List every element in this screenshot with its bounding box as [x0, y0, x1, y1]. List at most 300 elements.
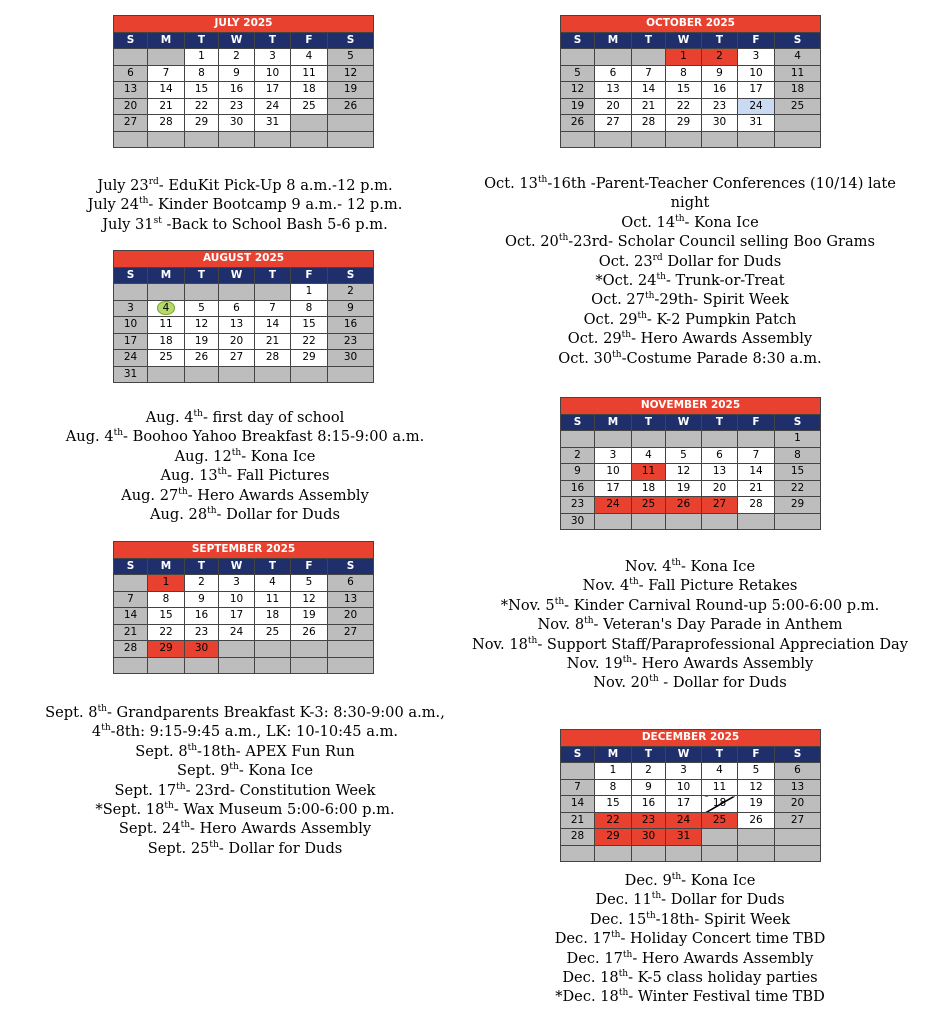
day-cell: 7 — [738, 447, 775, 464]
day-cell: 7 — [561, 779, 595, 796]
day-cell: 13 — [114, 82, 148, 99]
weekday-header: M — [595, 414, 632, 431]
day-cell: 20 — [595, 98, 632, 115]
day-cell: 14 — [255, 317, 291, 334]
day-cell — [561, 49, 595, 66]
day-cell — [148, 131, 185, 148]
day-cell: 21 — [561, 812, 595, 829]
day-cell: 8 — [185, 65, 219, 82]
day-cell: 12 — [185, 317, 219, 334]
day-cell: 13 — [702, 464, 738, 481]
day-cell: 3 — [219, 575, 255, 592]
event-item: Dec. 18th- K-5 class holiday parties — [562, 969, 818, 987]
day-cell — [328, 115, 374, 132]
weekday-header: T — [702, 414, 738, 431]
event-item: July 24th- Kinder Bootcamp 9 a.m.- 12 p.m. — [87, 196, 403, 214]
weekday-header: W — [219, 267, 255, 284]
day-cell: 24 — [738, 98, 775, 115]
day-cell: 18 — [291, 82, 328, 99]
weekday-header: S — [328, 267, 374, 284]
day-cell — [219, 641, 255, 658]
weekday-header: T — [185, 558, 219, 575]
day-cell: 15 — [775, 464, 821, 481]
day-cell: 30 — [702, 115, 738, 132]
day-cell: 11 — [632, 464, 666, 481]
event-item: *Nov. 5th- Kinder Carnival Round-up 5:00-6:00 p.m. — [500, 596, 880, 614]
day-cell — [702, 845, 738, 862]
day-cell: 24 — [255, 98, 291, 115]
day-cell — [255, 641, 291, 658]
day-cell: 15 — [148, 608, 185, 625]
day-cell — [255, 131, 291, 148]
day-cell: 16 — [702, 82, 738, 99]
event-item: Nov. 20th - Dollar for Duds — [593, 674, 787, 692]
day-cell: 11 — [702, 779, 738, 796]
day-cell: 14 — [738, 464, 775, 481]
day-cell — [738, 131, 775, 148]
day-cell: 20 — [702, 480, 738, 497]
day-cell — [775, 115, 821, 132]
event-item: Nov. 18th- Support Staff/Paraprofessional Appreciation Day — [471, 635, 908, 653]
event-item: Sept. 8th-18th- APEX Fun Run — [135, 742, 355, 760]
day-cell — [738, 829, 775, 846]
day-cell: 25 — [702, 812, 738, 829]
calendar-july — [113, 15, 374, 148]
day-cell — [632, 845, 666, 862]
day-cell — [219, 366, 255, 383]
event-item: July 31st -Back to School Bash 5-6 p.m. — [102, 215, 388, 233]
day-cell — [666, 845, 702, 862]
day-cell: 10 — [219, 591, 255, 608]
day-cell: 25 — [632, 497, 666, 514]
day-cell — [219, 131, 255, 148]
event-item: Oct. 14th- Kona Ice — [621, 213, 759, 231]
day-cell: 5 — [328, 49, 374, 66]
day-cell: 1 — [595, 763, 632, 780]
day-cell: 8 — [666, 65, 702, 82]
day-cell: 17 — [255, 82, 291, 99]
day-cell: 2 — [702, 49, 738, 66]
day-cell — [666, 431, 702, 448]
day-cell — [561, 431, 595, 448]
day-cell: 19 — [185, 333, 219, 350]
weekday-header: F — [738, 414, 775, 431]
day-cell: 15 — [595, 796, 632, 813]
day-cell: 4 — [291, 49, 328, 66]
weekday-header: M — [148, 267, 185, 284]
day-cell: 6 — [702, 447, 738, 464]
event-item: Aug. 28th- Dollar for Duds — [149, 506, 340, 524]
day-cell: 23 — [632, 812, 666, 829]
day-cell: 15 — [666, 82, 702, 99]
day-cell — [185, 131, 219, 148]
day-cell: 31 — [666, 829, 702, 846]
event-item: Oct. 23rd Dollar for Duds — [598, 252, 782, 270]
event-item: Sept. 9th- Kona Ice — [176, 762, 313, 780]
day-cell: 8 — [595, 779, 632, 796]
day-cell — [255, 657, 291, 674]
day-cell: 20 — [114, 98, 148, 115]
event-item: *Dec. 18th- Winter Festival time TBD — [555, 988, 825, 1006]
day-cell: 21 — [632, 98, 666, 115]
day-cell: 14 — [114, 608, 148, 625]
day-cell: 13 — [595, 82, 632, 99]
day-cell — [632, 49, 666, 66]
day-cell — [595, 49, 632, 66]
day-cell: 9 — [219, 65, 255, 82]
day-cell: 17 — [114, 333, 148, 350]
calendar-september — [113, 541, 374, 674]
day-cell — [561, 763, 595, 780]
day-cell: 12 — [738, 779, 775, 796]
day-cell: 12 — [561, 82, 595, 99]
day-cell: 5 — [561, 65, 595, 82]
day-cell: 22 — [775, 480, 821, 497]
day-cell: 17 — [219, 608, 255, 625]
weekday-header: M — [148, 32, 185, 49]
weekday-header: T — [702, 32, 738, 49]
day-cell: 26 — [561, 115, 595, 132]
weekday-header: T — [632, 414, 666, 431]
day-cell: 30 — [561, 513, 595, 530]
day-cell: 6 — [219, 300, 255, 317]
day-cell: 6 — [775, 763, 821, 780]
events-july — [50, 176, 440, 234]
day-cell: 1 — [148, 575, 185, 592]
day-cell: 30 — [328, 350, 374, 367]
day-cell: 13 — [219, 317, 255, 334]
day-cell: 31 — [738, 115, 775, 132]
day-cell: 3 — [666, 763, 702, 780]
day-cell: 14 — [561, 796, 595, 813]
day-cell — [148, 284, 185, 301]
day-cell: 10 — [595, 464, 632, 481]
day-cell: 19 — [666, 480, 702, 497]
month-title: SEPTEMBER 2025 — [114, 542, 374, 559]
day-cell: 17 — [666, 796, 702, 813]
day-cell: 24 — [666, 812, 702, 829]
day-cell: 28 — [561, 829, 595, 846]
event-item: Oct. 20th-23rd- Scholar Council selling Boo Grams — [504, 233, 875, 251]
month-title: AUGUST 2025 — [114, 251, 374, 268]
day-cell: 1 — [291, 284, 328, 301]
day-cell: 20 — [219, 333, 255, 350]
event-item: Dec. 15th-18th- Spirit Week — [589, 910, 791, 928]
day-cell: 3 — [114, 300, 148, 317]
day-cell — [632, 131, 666, 148]
day-cell — [291, 641, 328, 658]
day-cell — [595, 131, 632, 148]
day-cell: 19 — [291, 608, 328, 625]
day-cell: 20 — [775, 796, 821, 813]
day-cell — [702, 513, 738, 530]
weekday-header: F — [291, 32, 328, 49]
day-cell: 11 — [291, 65, 328, 82]
event-item: Oct. 27th-29th- Spirit Week — [591, 291, 789, 309]
day-cell: 3 — [255, 49, 291, 66]
day-cell: 20 — [328, 608, 374, 625]
day-cell: 2 — [219, 49, 255, 66]
event-item: Sept. 8th- Grandparents Breakfast K-3: 8:30-9:00 a.m., — [45, 704, 445, 721]
day-cell — [219, 284, 255, 301]
day-cell: 7 — [114, 591, 148, 608]
weekday-header: T — [702, 746, 738, 763]
weekday-header: M — [595, 746, 632, 763]
weekday-header: W — [666, 414, 702, 431]
event-item: Sept. 17th- 23rd- Constitution Week — [114, 781, 376, 799]
day-cell: 19 — [561, 98, 595, 115]
event-item: Nov. 8th- Veteran's Day Parade in Anthem — [537, 616, 843, 634]
day-cell: 14 — [632, 82, 666, 99]
day-cell: 14 — [148, 82, 185, 99]
weekday-header: W — [666, 746, 702, 763]
day-cell: 1 — [185, 49, 219, 66]
day-cell — [595, 513, 632, 530]
weekday-header: W — [219, 32, 255, 49]
day-cell — [328, 657, 374, 674]
day-cell: 17 — [595, 480, 632, 497]
month-title: DECEMBER 2025 — [561, 730, 821, 747]
day-cell — [255, 366, 291, 383]
day-cell — [666, 513, 702, 530]
day-cell: 8 — [291, 300, 328, 317]
day-cell: 16 — [328, 317, 374, 334]
event-item: Aug. 4th- first day of school — [145, 409, 345, 426]
day-cell — [185, 657, 219, 674]
day-cell — [148, 657, 185, 674]
event-item: *Oct. 24th- Trunk-or-Treat — [595, 272, 785, 290]
day-cell: 29 — [775, 497, 821, 514]
day-cell — [595, 845, 632, 862]
day-cell — [148, 366, 185, 383]
day-cell: 7 — [148, 65, 185, 82]
weekday-header: T — [255, 267, 291, 284]
day-cell — [114, 49, 148, 66]
day-cell: 13 — [328, 591, 374, 608]
day-cell: 30 — [219, 115, 255, 132]
event-item: Dec. 17th- Hero Awards Assembly — [566, 949, 814, 967]
weekday-header: M — [595, 32, 632, 49]
day-cell: 30 — [632, 829, 666, 846]
day-cell: 16 — [561, 480, 595, 497]
event-item: Aug. 4th- Boohoo Yahoo Breakfast 8:15-9:00 a.m. — [65, 428, 425, 446]
day-cell — [328, 366, 374, 383]
day-cell: 24 — [595, 497, 632, 514]
weekday-header: T — [185, 267, 219, 284]
weekday-header: S — [775, 32, 821, 49]
day-cell: 12 — [328, 65, 374, 82]
day-cell: 30 — [185, 641, 219, 658]
day-cell: 29 — [595, 829, 632, 846]
events-september — [5, 703, 485, 858]
weekday-header: S — [775, 414, 821, 431]
day-cell: 28 — [255, 350, 291, 367]
day-cell: 27 — [328, 624, 374, 641]
day-cell: 4 — [148, 300, 185, 317]
day-cell: 11 — [148, 317, 185, 334]
month-title: JULY 2025 — [114, 16, 374, 33]
day-cell: 15 — [291, 317, 328, 334]
day-cell — [561, 131, 595, 148]
calendar-october — [560, 15, 821, 148]
event-item: Oct. 29th- K-2 Pumpkin Patch — [583, 310, 797, 328]
day-cell — [291, 366, 328, 383]
day-cell: 2 — [561, 447, 595, 464]
day-cell: 26 — [185, 350, 219, 367]
month-title: OCTOBER 2025 — [561, 16, 821, 33]
day-cell: 9 — [561, 464, 595, 481]
day-cell: 11 — [775, 65, 821, 82]
day-cell: 2 — [328, 284, 374, 301]
event-item: Dec. 9th- Kona Ice — [624, 872, 756, 889]
day-cell — [114, 575, 148, 592]
day-cell: 18 — [632, 480, 666, 497]
day-cell — [775, 513, 821, 530]
event-item: Dec. 17th- Holiday Concert time TBD — [554, 930, 826, 948]
day-cell — [775, 131, 821, 148]
weekday-header: S — [328, 32, 374, 49]
day-cell: 5 — [738, 763, 775, 780]
day-cell: 16 — [632, 796, 666, 813]
day-cell: 3 — [738, 49, 775, 66]
weekday-header: M — [148, 558, 185, 575]
day-cell: 24 — [114, 350, 148, 367]
day-cell — [738, 513, 775, 530]
day-cell: 12 — [666, 464, 702, 481]
day-cell: 18 — [775, 82, 821, 99]
event-item: Oct. 30th-Costume Parade 8:30 a.m. — [558, 349, 822, 367]
day-cell: 21 — [114, 624, 148, 641]
weekday-header: S — [114, 558, 148, 575]
day-cell: 5 — [291, 575, 328, 592]
events-august — [20, 408, 470, 524]
day-cell: 21 — [255, 333, 291, 350]
weekday-header: S — [561, 414, 595, 431]
event-item: Aug. 13th- Fall Pictures — [160, 467, 330, 485]
day-cell — [775, 845, 821, 862]
day-cell: 6 — [328, 575, 374, 592]
day-cell: 7 — [632, 65, 666, 82]
day-cell: 10 — [738, 65, 775, 82]
day-cell: 8 — [148, 591, 185, 608]
weekday-header: T — [185, 32, 219, 49]
event-item: Oct. 13th-16th -Parent-Teacher Conferences (10/14) late night — [484, 175, 896, 212]
day-cell: 27 — [595, 115, 632, 132]
day-cell: 29 — [148, 641, 185, 658]
events-december — [490, 871, 890, 1007]
event-item: July 23rd- EduKit Pick-Up 8 a.m.-12 p.m. — [97, 177, 393, 194]
day-cell: 4 — [632, 447, 666, 464]
calendar-november — [560, 397, 821, 530]
day-cell: 4 — [702, 763, 738, 780]
day-cell: 29 — [185, 115, 219, 132]
day-cell — [775, 829, 821, 846]
weekday-header: T — [255, 32, 291, 49]
day-cell: 12 — [291, 591, 328, 608]
day-cell: 22 — [291, 333, 328, 350]
day-cell: 4 — [255, 575, 291, 592]
day-cell: 10 — [666, 779, 702, 796]
day-cell: 23 — [328, 333, 374, 350]
event-item: Dec. 11th- Dollar for Duds — [595, 891, 785, 909]
day-cell — [185, 284, 219, 301]
month-title: NOVEMBER 2025 — [561, 398, 821, 415]
day-cell — [255, 284, 291, 301]
weekday-header: S — [114, 267, 148, 284]
day-cell: 17 — [738, 82, 775, 99]
day-cell: 23 — [185, 624, 219, 641]
event-item: Nov. 4th- Fall Picture Retakes — [582, 577, 798, 595]
day-cell: 25 — [775, 98, 821, 115]
event-item: *Sept. 18th- Wax Museum 5:00-6:00 p.m. — [95, 801, 395, 819]
weekday-header: S — [561, 32, 595, 49]
day-cell: 22 — [148, 624, 185, 641]
day-cell: 5 — [666, 447, 702, 464]
day-cell — [738, 431, 775, 448]
day-cell: 6 — [114, 65, 148, 82]
day-cell: 19 — [738, 796, 775, 813]
day-cell — [328, 641, 374, 658]
day-cell — [291, 115, 328, 132]
day-cell — [291, 131, 328, 148]
day-cell: 19 — [328, 82, 374, 99]
day-cell: 21 — [148, 98, 185, 115]
event-item: 4th-8th: 9:15-9:45 a.m., LK: 10-10:45 a.m. — [91, 723, 399, 741]
weekday-header: F — [738, 32, 775, 49]
weekday-header: W — [666, 32, 702, 49]
day-cell: 26 — [328, 98, 374, 115]
weekday-header: F — [738, 746, 775, 763]
event-item: Aug. 12th- Kona Ice — [174, 447, 316, 465]
day-cell: 29 — [291, 350, 328, 367]
day-cell — [666, 131, 702, 148]
day-cell: 27 — [775, 812, 821, 829]
day-cell: 23 — [702, 98, 738, 115]
day-cell: 18 — [702, 796, 738, 813]
day-cell: 1 — [775, 431, 821, 448]
event-item: Aug. 27th- Hero Awards Assembly — [121, 486, 369, 504]
day-cell: 24 — [219, 624, 255, 641]
day-cell: 4 — [775, 49, 821, 66]
day-cell — [632, 431, 666, 448]
day-cell: 9 — [702, 65, 738, 82]
day-cell: 22 — [185, 98, 219, 115]
weekday-header: W — [219, 558, 255, 575]
day-cell — [219, 657, 255, 674]
day-cell: 21 — [738, 480, 775, 497]
day-cell: 13 — [775, 779, 821, 796]
events-november — [470, 557, 910, 693]
day-cell — [632, 513, 666, 530]
day-cell: 6 — [595, 65, 632, 82]
day-cell: 9 — [632, 779, 666, 796]
day-cell: 18 — [255, 608, 291, 625]
day-cell — [114, 284, 148, 301]
day-cell: 25 — [255, 624, 291, 641]
day-cell: 10 — [114, 317, 148, 334]
day-cell: 25 — [148, 350, 185, 367]
day-cell: 26 — [738, 812, 775, 829]
events-october — [480, 174, 900, 368]
day-cell — [702, 131, 738, 148]
day-cell — [595, 431, 632, 448]
day-cell: 15 — [185, 82, 219, 99]
weekday-header: T — [632, 32, 666, 49]
day-cell — [185, 366, 219, 383]
day-cell — [702, 829, 738, 846]
day-cell: 25 — [291, 98, 328, 115]
weekday-header: F — [291, 558, 328, 575]
